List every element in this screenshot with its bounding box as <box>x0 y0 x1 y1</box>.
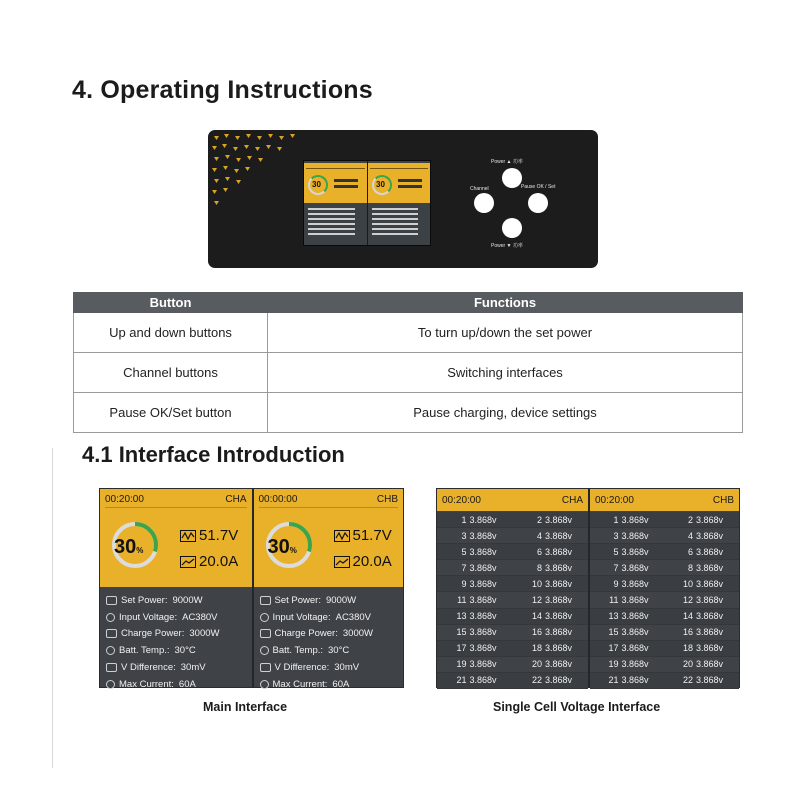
cell-entry <box>590 579 665 589</box>
thermometer-icon <box>106 646 115 655</box>
side-rule <box>52 448 53 768</box>
current-icon <box>106 680 115 689</box>
cell-number: 4 <box>536 530 542 541</box>
cell-row <box>437 544 588 560</box>
cell-voltage: 3.868v <box>621 611 649 622</box>
cell-entry <box>437 531 513 541</box>
cell-entry <box>665 579 740 589</box>
cell-number: 16 <box>682 627 693 638</box>
cell-number: 6 <box>687 546 693 557</box>
cell-entry <box>513 675 589 685</box>
cell-voltage: 3.868v <box>696 595 724 606</box>
cell-voltage: 3.868v <box>696 514 724 525</box>
cell-number: 7 <box>461 562 467 573</box>
cell-entry <box>590 643 665 653</box>
cell-entry <box>590 675 665 685</box>
power-up-button[interactable] <box>502 168 522 188</box>
parameter-value: 9000W <box>172 594 203 606</box>
cell-entry <box>437 563 513 573</box>
parameter-value: 30mV <box>334 662 360 674</box>
cell-row <box>590 673 739 689</box>
power-down-button[interactable] <box>502 218 522 238</box>
cell-number: 10 <box>531 578 542 589</box>
cell-voltage-caption: Single Cell Voltage Interface <box>493 700 661 714</box>
parameter-value: 3000W <box>342 628 373 640</box>
table-cell: Switching interfaces <box>268 353 743 393</box>
cell-voltage: 3.868v <box>621 562 649 573</box>
cell-voltage: 3.868v <box>545 546 573 557</box>
cell-voltage: 3.868v <box>696 578 724 589</box>
table-row <box>74 353 743 393</box>
device-display-chb: 30 <box>367 161 430 245</box>
cell-voltage: 3.868v <box>621 546 649 557</box>
cell-entry <box>665 547 740 557</box>
cell-number: 12 <box>682 595 693 606</box>
table-cell: To turn up/down the set power <box>268 313 743 353</box>
channel-name: CHB <box>712 494 734 506</box>
cell-entry <box>665 563 740 573</box>
parameter-row <box>106 659 250 676</box>
table-row <box>74 393 743 433</box>
parameter-value: 30°C <box>174 645 196 657</box>
cell-voltage: 3.868v <box>545 530 573 541</box>
cell-voltage: 3.868v <box>469 675 497 686</box>
cell-entry <box>513 627 589 637</box>
plug-icon <box>106 613 115 622</box>
button-functions-table <box>73 292 743 433</box>
cell-voltage: 3.868v <box>621 578 649 589</box>
cell-voltage: 3.868v <box>696 659 724 670</box>
cell-channel-chb <box>588 489 739 687</box>
cell-entry <box>590 595 665 605</box>
cell-entry <box>590 515 665 525</box>
parameter-value: AC380V <box>335 611 371 623</box>
parameter-row <box>106 642 250 659</box>
channel-name: CHA <box>561 494 583 506</box>
cell-voltage: 3.868v <box>545 659 573 670</box>
cell-entry <box>513 515 589 525</box>
cell-channel-header <box>437 489 588 511</box>
cell-entry <box>665 675 740 685</box>
parameter-row <box>260 659 402 676</box>
parameter-row <box>260 592 402 609</box>
channel-status-area <box>254 489 404 587</box>
parameter-row <box>106 609 250 626</box>
current-chart-icon <box>180 556 196 568</box>
voltage-value: 51.7V <box>199 527 239 544</box>
cell-number: 18 <box>682 643 693 654</box>
charge-percent-value: 30 <box>114 536 137 558</box>
cell-number: 19 <box>608 659 619 670</box>
interface-title: 4.1 Interface Introduction <box>82 442 345 467</box>
table-cell: Channel buttons <box>74 353 268 393</box>
channel-time: 00:20:00 <box>595 494 634 506</box>
parameter-label: Max Current: <box>119 678 174 690</box>
voltage-readout <box>180 527 238 544</box>
current-chart-icon <box>334 556 350 568</box>
cell-row <box>437 673 588 689</box>
cell-entry <box>437 659 513 669</box>
cell-row <box>590 625 739 641</box>
cell-row <box>590 576 739 592</box>
cell-number: 11 <box>457 595 467 606</box>
cell-entry <box>513 659 589 669</box>
cell-number: 9 <box>613 578 619 589</box>
parameter-list <box>260 592 402 693</box>
cell-row <box>437 512 588 528</box>
parameter-row <box>106 592 250 609</box>
cell-voltage: 3.868v <box>696 627 724 638</box>
cell-number: 11 <box>609 595 619 606</box>
channel-name: CHB <box>376 494 398 505</box>
cell-entry <box>437 643 513 653</box>
current-readout <box>180 553 238 570</box>
cell-number: 17 <box>456 643 467 654</box>
cell-entry <box>665 627 740 637</box>
cell-row <box>437 528 588 544</box>
cell-voltage-screen <box>436 488 740 688</box>
voltage-wave-icon <box>180 530 196 542</box>
cell-entry <box>590 627 665 637</box>
charge-percent-unit: % <box>289 546 297 555</box>
cell-number: 20 <box>682 659 693 670</box>
cell-voltage-grid <box>437 511 588 689</box>
table-row <box>74 313 743 353</box>
current-readout <box>334 553 392 570</box>
channel-panel-cha <box>100 489 252 690</box>
cell-number: 21 <box>456 675 467 686</box>
wave-icon <box>106 663 117 672</box>
channel-panel-chb <box>252 489 404 690</box>
device-display-cha: 30 <box>304 161 367 245</box>
cell-channel-header <box>590 489 739 511</box>
parameter-value: 30°C <box>328 645 350 657</box>
cell-voltage: 3.868v <box>621 595 649 606</box>
section-title: 4. Operating Instructions <box>72 76 373 104</box>
pause-ok-set-button[interactable] <box>528 193 548 213</box>
channel-header <box>259 494 399 508</box>
cell-entry <box>590 563 665 573</box>
parameter-label: Set Power: <box>121 594 168 606</box>
cell-entry <box>437 579 513 589</box>
thermometer-icon <box>260 646 269 655</box>
table-cell: Pause charging, device settings <box>268 393 743 433</box>
parameter-label: Input Voltage: <box>272 611 331 623</box>
cell-voltage: 3.868v <box>469 595 497 606</box>
cell-voltage: 3.868v <box>696 675 724 686</box>
cell-number: 3 <box>461 530 467 541</box>
cell-entry <box>665 531 740 541</box>
cell-voltage: 3.868v <box>469 514 497 525</box>
cell-number: 13 <box>608 611 619 622</box>
parameter-value: 9000W <box>325 594 357 606</box>
cell-entry <box>437 627 513 637</box>
voltage-readout <box>334 527 392 544</box>
cell-voltage: 3.868v <box>696 530 724 541</box>
cell-row <box>590 609 739 625</box>
parameter-row <box>260 642 402 659</box>
cell-entry <box>437 675 513 685</box>
channel-name: CHA <box>225 494 247 505</box>
cell-number: 2 <box>536 514 542 525</box>
cell-voltage: 3.868v <box>469 611 497 622</box>
cell-voltage: 3.868v <box>621 643 649 654</box>
cell-row <box>437 560 588 576</box>
cell-voltage: 3.868v <box>469 530 497 541</box>
current-icon <box>260 680 269 689</box>
cell-number: 20 <box>531 659 542 670</box>
cell-number: 21 <box>608 675 619 686</box>
parameter-label: Max Current: <box>272 678 328 690</box>
cell-row <box>437 625 588 641</box>
cell-entry <box>665 659 740 669</box>
cell-voltage: 3.868v <box>621 514 649 525</box>
parameter-list <box>106 592 250 693</box>
table-header-functions: Functions <box>268 293 743 313</box>
charge-percent-unit: % <box>136 546 144 555</box>
cell-entry <box>590 659 665 669</box>
parameter-label: Charge Power: <box>121 628 185 640</box>
cell-voltage: 3.868v <box>696 611 724 622</box>
parameter-label: V Difference: <box>121 662 176 674</box>
voltage-wave-icon <box>334 530 350 542</box>
table-cell: Up and down buttons <box>74 313 268 353</box>
cell-row <box>590 592 739 608</box>
pause-label: Pause OK / Set <box>521 184 556 190</box>
cell-row <box>590 544 739 560</box>
cell-number: 16 <box>531 627 542 638</box>
cell-row <box>590 528 739 544</box>
cell-voltage: 3.868v <box>696 562 724 573</box>
cell-entry <box>665 611 740 621</box>
cell-entry <box>513 563 589 573</box>
power-icon <box>106 596 117 605</box>
cell-entry <box>590 611 665 621</box>
cell-row <box>437 576 588 592</box>
parameter-value: 30mV <box>180 662 206 674</box>
cell-voltage: 3.868v <box>469 562 497 573</box>
charge-percent <box>114 536 143 559</box>
cell-number: 6 <box>536 546 542 557</box>
current-value: 20.0A <box>199 553 239 570</box>
cell-row <box>437 592 588 608</box>
parameter-label: Batt. Temp.: <box>272 645 324 657</box>
parameter-label: Batt. Temp.: <box>119 645 170 657</box>
cell-entry <box>590 547 665 557</box>
bolt-icon <box>106 629 117 638</box>
cell-number: 5 <box>613 546 619 557</box>
cell-number: 7 <box>613 562 619 573</box>
cell-number: 14 <box>682 611 693 622</box>
table-cell: Pause OK/Set button <box>74 393 268 433</box>
cell-voltage: 3.868v <box>469 627 497 638</box>
channel-status-area <box>100 489 252 587</box>
cell-voltage: 3.868v <box>469 546 497 557</box>
cell-voltage: 3.868v <box>545 578 573 589</box>
cell-number: 1 <box>461 514 467 525</box>
channel-button[interactable] <box>474 193 494 213</box>
table-header-button: Button <box>74 293 268 313</box>
cell-number: 8 <box>687 562 693 573</box>
cell-number: 5 <box>461 546 467 557</box>
main-interface-screen <box>99 488 404 688</box>
cell-voltage: 3.868v <box>545 611 573 622</box>
cell-voltage: 3.868v <box>621 659 649 670</box>
cell-entry <box>513 547 589 557</box>
power-up-label: Power ▲ 功率 <box>491 159 523 165</box>
cell-entry <box>513 611 589 621</box>
channel-time: 00:00:00 <box>258 494 298 505</box>
parameter-label: Input Voltage: <box>119 611 178 623</box>
device-display <box>303 160 431 246</box>
wave-icon <box>260 663 271 672</box>
cell-voltage: 3.868v <box>545 562 573 573</box>
cell-row <box>590 512 739 528</box>
bolt-icon <box>260 629 271 638</box>
cell-number: 9 <box>461 578 467 589</box>
cell-voltage: 3.868v <box>621 627 649 638</box>
cell-entry <box>665 643 740 653</box>
cell-channel-cha <box>437 489 588 687</box>
cell-entry <box>513 595 589 605</box>
cell-number: 15 <box>608 627 619 638</box>
cell-number: 22 <box>531 675 542 686</box>
cell-number: 12 <box>531 595 542 606</box>
cell-number: 2 <box>687 514 693 525</box>
cell-voltage: 3.868v <box>696 643 724 654</box>
cell-entry <box>665 595 740 605</box>
power-icon <box>260 596 271 605</box>
parameter-value: 60A <box>332 678 350 690</box>
cell-row <box>590 641 739 657</box>
cell-entry <box>590 531 665 541</box>
voltage-value: 51.7V <box>352 527 392 544</box>
charge-percent-value: 30 <box>267 536 290 558</box>
cell-voltage: 3.868v <box>469 659 497 670</box>
cell-voltage: 3.868v <box>469 643 497 654</box>
cell-voltage: 3.868v <box>621 675 649 686</box>
channel-header <box>105 494 247 508</box>
parameter-row <box>260 609 402 626</box>
cell-row <box>437 641 588 657</box>
cell-number: 15 <box>456 627 467 638</box>
parameter-label: V Difference: <box>274 662 330 674</box>
parameter-row <box>260 626 402 643</box>
cell-entry <box>513 579 589 589</box>
cell-row <box>437 609 588 625</box>
channel-label: Channel <box>470 186 489 192</box>
cell-entry <box>437 515 513 525</box>
power-down-label: Power ▼ 功率 <box>491 243 523 249</box>
cell-voltage: 3.868v <box>545 595 573 606</box>
cell-voltage: 3.868v <box>545 514 573 525</box>
cell-number: 1 <box>613 514 619 525</box>
device-panel <box>208 130 598 268</box>
cell-voltage-grid <box>590 511 739 689</box>
cell-entry <box>437 547 513 557</box>
cell-row <box>437 657 588 673</box>
cell-voltage: 3.868v <box>545 627 573 638</box>
charge-percent <box>268 536 297 559</box>
cell-number: 22 <box>682 675 693 686</box>
channel-time: 00:20:00 <box>442 494 481 506</box>
cell-row <box>590 657 739 673</box>
cell-row <box>590 560 739 576</box>
parameter-label: Charge Power: <box>274 628 338 640</box>
cell-voltage: 3.868v <box>545 643 573 654</box>
cell-entry <box>665 515 740 525</box>
cell-number: 14 <box>531 611 542 622</box>
cell-voltage: 3.868v <box>469 578 497 589</box>
cell-number: 18 <box>531 643 542 654</box>
cell-entry <box>437 611 513 621</box>
cell-number: 19 <box>456 659 467 670</box>
parameter-label: Set Power: <box>274 594 321 606</box>
cell-number: 17 <box>608 643 619 654</box>
cell-number: 8 <box>536 562 542 573</box>
parameter-row <box>106 676 250 693</box>
parameter-value: 60A <box>178 678 196 690</box>
cell-voltage: 3.868v <box>545 675 573 686</box>
cell-entry <box>437 595 513 605</box>
cell-number: 10 <box>682 578 693 589</box>
cell-number: 3 <box>613 530 619 541</box>
cell-number: 4 <box>687 530 693 541</box>
cell-number: 13 <box>456 611 467 622</box>
cell-voltage: 3.868v <box>696 546 724 557</box>
parameter-row <box>260 676 402 693</box>
cell-entry <box>513 643 589 653</box>
parameter-row <box>106 626 250 643</box>
parameter-value: 3000W <box>189 628 220 640</box>
parameter-value: AC380V <box>182 611 218 623</box>
current-value: 20.0A <box>352 553 392 570</box>
decorative-triangle-pattern <box>208 130 308 268</box>
main-interface-caption: Main Interface <box>203 700 288 714</box>
channel-time: 00:20:00 <box>105 494 144 505</box>
cell-entry <box>513 531 589 541</box>
cell-voltage: 3.868v <box>621 530 649 541</box>
plug-icon <box>260 613 269 622</box>
